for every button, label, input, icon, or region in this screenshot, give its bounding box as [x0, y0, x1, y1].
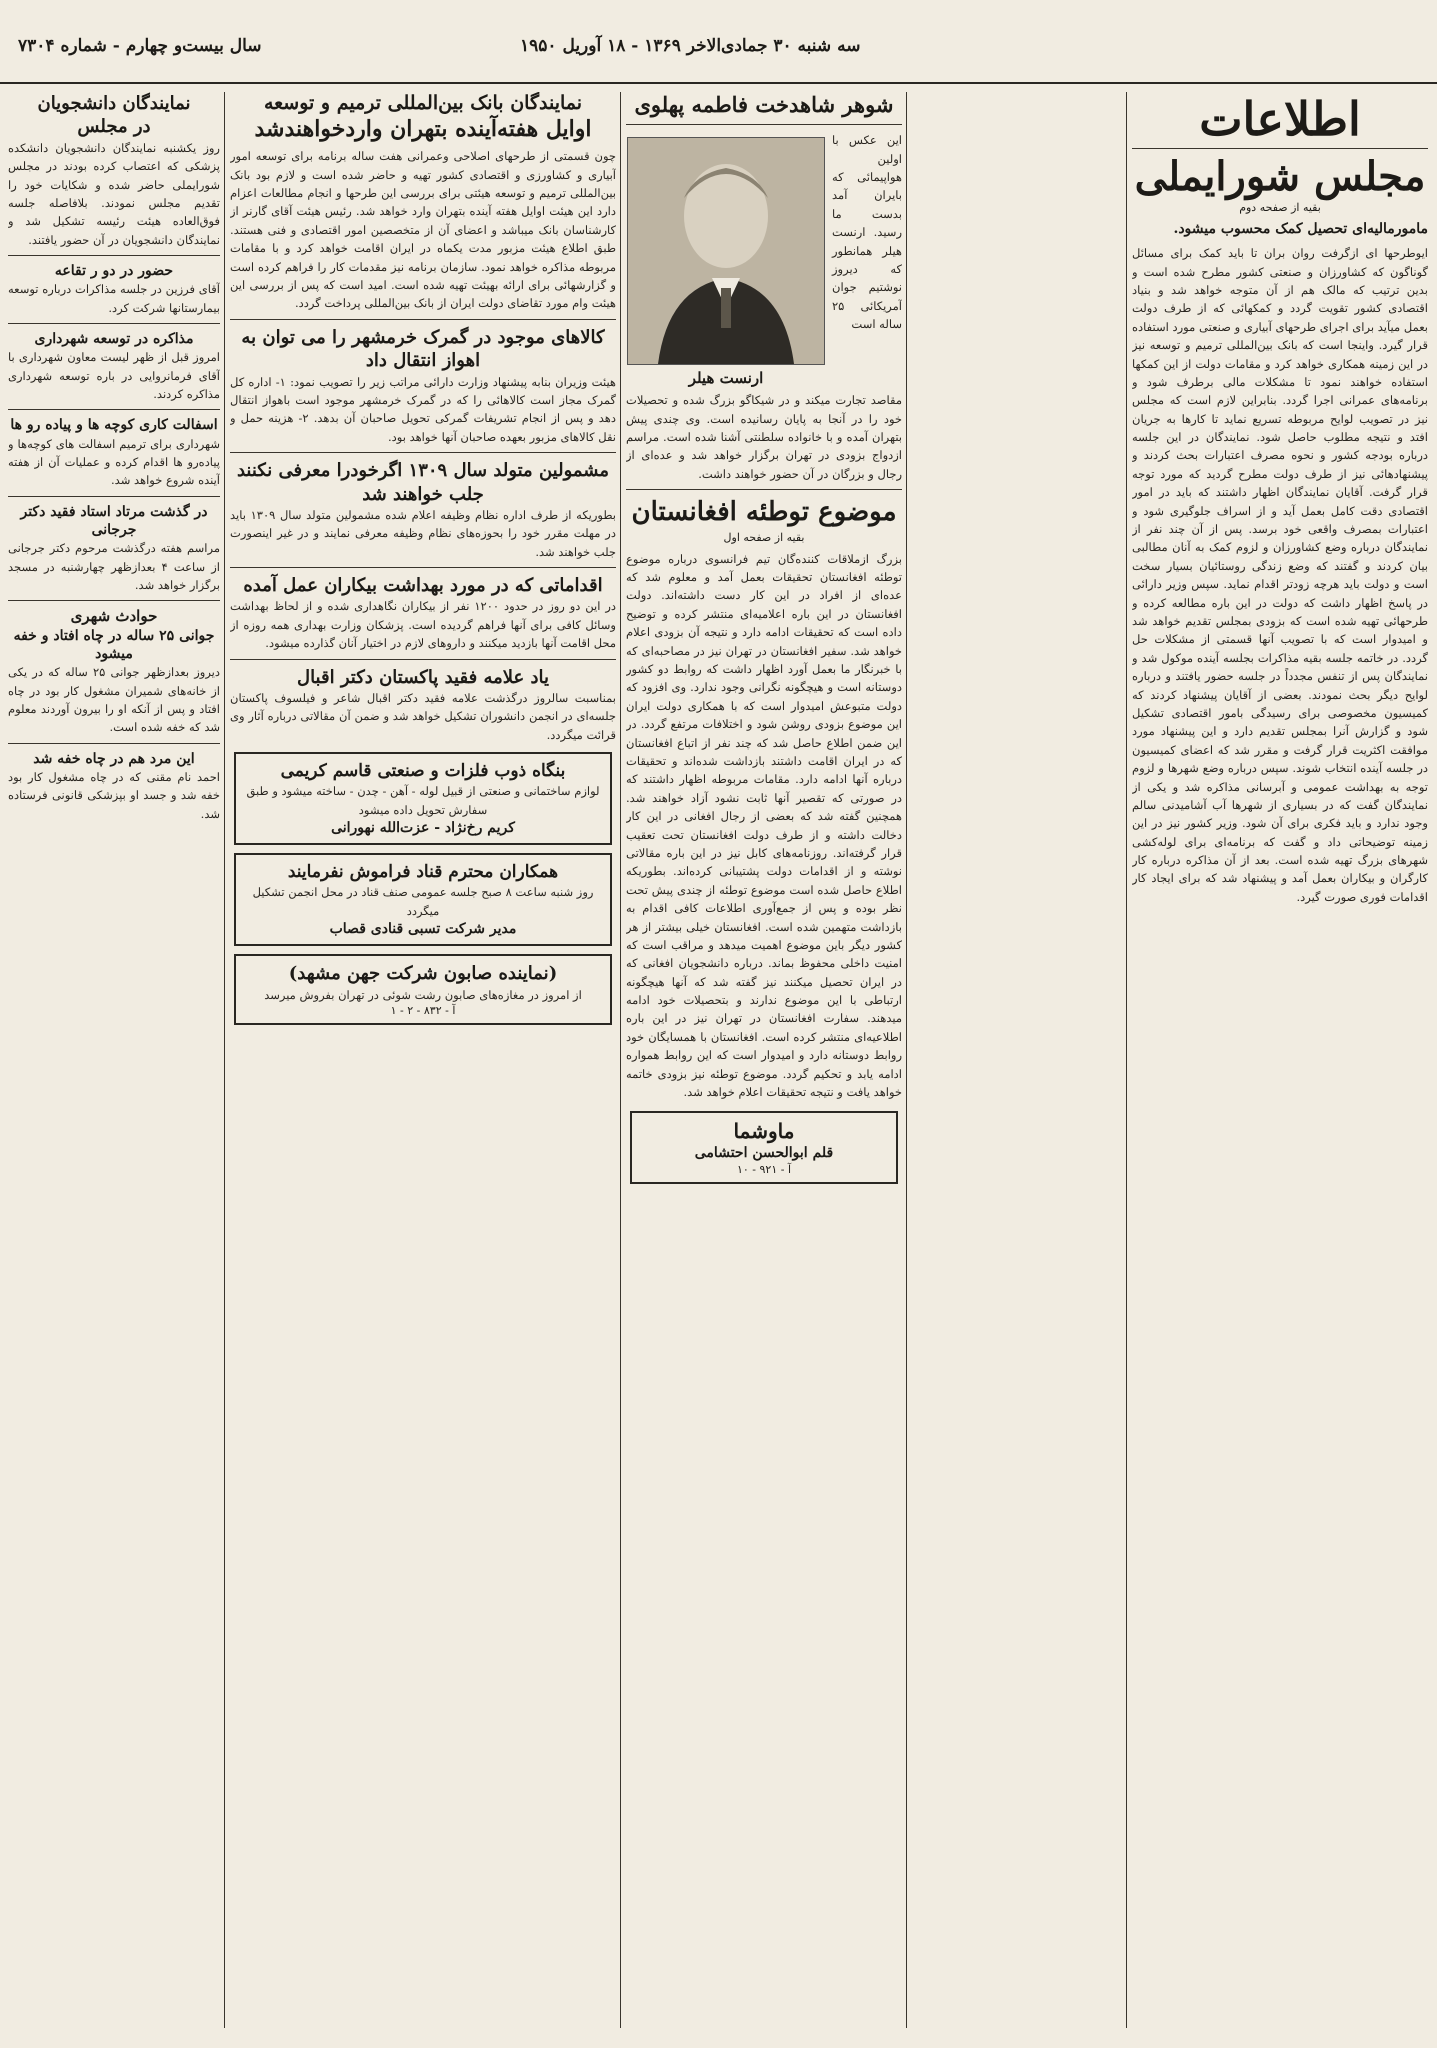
jorjani-body: مراسم هفته درگذشت مرحوم دکتر جرجانی از ساعت ۴ بعدازظهر چهارشنبه در مسجد برگزار خواهد شد.: [8, 541, 220, 592]
portrait-caption: ارنست هیلر: [688, 369, 764, 388]
ma-va-shoma-code: آ - ۹۲۱ - ۱۰: [736, 1162, 792, 1176]
goods-body: هیئت وزیران بنابه پیشنهاد وزارت دارائی مراتب زیر را تصویب نمود: ۱- اداره کل گمرک مجاز است کالاهائی را که در گمرک خرمشهر موجود است باهواز انتقال دهد و پس از انجام تشریفات گمرکی تحویل صاحبان آن بدهد. ۲- هزینه حمل و نقل کالاهای مزبور بعهده صاحبان آنها خواهد بود.: [230, 374, 616, 444]
afghan-plot-subtitle: بقیه از صفحه اول: [723, 530, 805, 544]
section-jorjani: در گذشت مرتاد استاد فقید دکتر جرجانی: [20, 503, 208, 538]
bank-headline-2: اوایل هفته‌آینده بتهران واردخواهندشد: [254, 115, 592, 142]
iqbal-headline: یاد علامه فقید پاکستان دکتر اقبال: [296, 666, 549, 688]
goods-headline: کالاهای موجود در گمرک خرمشهر را می توان به اهواز انتقال داد: [241, 326, 605, 372]
left-column: [8, 92, 220, 2028]
majlis-lead: مامورمالیه‌ای تحصیل کمک محسوب میشود.: [1173, 221, 1428, 237]
afghan-plot-headline: موضوع توطئه افغانستان: [631, 497, 897, 528]
bank-body: چون قسمتی از طرحهای اصلاحی وعمرانی هفت ساله برنامه برای توسعه امور آبیاری و کشاورزی و اقتصادی کشور تهیه و حاضر شده است و لازم بود بانک بین‌المللی ترمیم و توسعه هیئتی برای بررسی این طرحها و انجام مطالعات اعزام دارد این هیئت اوایل هفته آینده بتهران وارد خواهد شد. رئیس هیئت آقای گارنر از کارشناسان بانک میباشد و اعضای آن از متخصصین امور اقتصادی و فنی هستند. طبق اطلاع هیئت مزبور مدت یکماه در ایران اقامت خواهد کرد و با مقامات مربوطه مذاکره خواهد نمود. سازمان برنامه نیز مقدمات کار را فراهم کرده است و گزارشهائی برای ارائه بهیئت تهیه شده است. امید است که پس از بررسی این هیئت وام مورد تقاضای دولت ایران از بانک بین‌المللی پرداخت گردد.: [230, 149, 616, 311]
section-well-accident: جوانی ۲۵ ساله در چاه افتاد و خفه میشود: [13, 627, 215, 663]
conscripts-body: بطوریکه از طرف اداره نظام وظیفه اعلام شده مشمولین متولد سال ۱۳۰۹ باید در مهلت مقرر خود را بحوزه‌های نظام وظیفه معرفی نمایند و در غیر اینصورت جلب خواهند شد.: [230, 507, 616, 559]
issue-date: سه شنبه ۳۰ جمادی‌الاخر ۱۳۶۹ - ۱۸ آوریل ۱۹۵۰: [520, 36, 861, 56]
majlis-headline: مجلس شورایملی: [1134, 153, 1426, 200]
students-body: روز یکشنبه نمایندگان دانشجویان دانشکده پزشکی که اعتصاب کرده بودند در مجلس شورایملی حاضر شده و شکایات خود را تقدیم مجلس نمودند. بلافاصله جلسه فوق‌العاده هیئت رئیسه تشکیل شد و نمایندگان دانشجویان در آن حضور یافتند.: [8, 140, 220, 247]
soap-ad-title: (نماینده صابون شرکت جهن مشهد): [288, 963, 558, 985]
students-headline-2: در مجلس: [77, 116, 151, 138]
newspaper-logo: اطلاعات: [1199, 92, 1361, 146]
husband-body-2: مقاصد تجارت میکند و در شیکاگو بزرگ شده و تحصیلات خود را در آنجا به پایان رسانیده است. وی چندی پیش بتهران آمده و با خانواده سلطنتی آشنا شده است. مراسم ازدواج بزودی در تهران برگزار خواهد شد و عده‌ای از رجال و بزرگان در آن حضور خواهند داشت.: [626, 393, 902, 481]
soap-ad-code: آ - ۸۳۲ - ۲ - ۱: [390, 1004, 456, 1018]
quorum-body: آقای فرزین در جلسه مذاکرات درباره توسعه بیمارستانها شرکت کرد.: [8, 282, 220, 315]
students-headline-1: نمایندگان دانشجویان: [37, 93, 191, 114]
health-body: در این دو روز در حدود ۱۲۰۰ نفر از بیکاران نگاهداری شده و از لحاظ بهداشت وسائل کافی برای آنها فراهم گردیده است. پزشکان وزارت بهداری همه روزه از محل اقامت آنها بازدید میکنند و داروهای لازم در اختیار آنان گذارده میشود.: [230, 599, 616, 651]
soap-ad-body: از امروز در مغازه‌های صابون رشت شوئی در تهران بفروش میرسد: [264, 987, 582, 1002]
ma-va-shoma-ad: [630, 1111, 898, 1183]
center-right-column: [626, 92, 902, 2028]
husband-body-1: این عکس با اولین هواپیمائی که بایران آمد بدست ما رسید. ارنست هیلر همانطور که دیروز نوشتیم جوان آمریکائی ۲۵ ساله است: [832, 133, 902, 332]
right-column: [1132, 92, 1428, 2028]
man-well-body: احمد نام مقنی که در چاه مشغول کار بود خفه شد و جسد او بپزشکی قانونی فرستاده شد.: [8, 769, 220, 821]
center-left-column: [230, 92, 616, 2028]
section-municipality: مذاکره در توسعه شهرداری: [34, 331, 194, 348]
conscripts-headline: مشمولین متولد سال ۱۳۰۹ اگرخودرا معرفی نکنند جلب خواهند شد: [236, 460, 609, 505]
section-asphalt: اسفالت کاری کوچه ها و پیاده رو ها: [10, 417, 218, 434]
confectioners-ad-sign: مدیر شرکت تسبی قنادی قصاب: [329, 921, 517, 938]
bank-headline-1: نمایندگان بانک بین‌المللی ترمیم و توسعه: [263, 92, 583, 114]
karimi-ad: [234, 752, 612, 845]
majlis-subtitle: بقیه از صفحه دوم: [1239, 201, 1321, 214]
section-quorum: حضور در دو ر تقاعه: [54, 263, 174, 280]
afghan-plot-body: بزرگ ازملاقات کننده‌گان تیم فرانسوی درباره موضوع توطئه افغانستان تحقیقات بعمل آمد و معلوم شد که عده‌ای از افراد در این کار دست داشته‌اند. دولت افغانستان در این باره اعلامیه‌ای منتشر کرده و توضیح داده است که تحقیقات ادامه دارد و نتیجه آن بزودی اعلام خواهد شد. سفیر افغانستان در تهران نیز در مصاحبه‌ای که با خبرنگار ما بعمل آورد اظهار داشت که روابط دو کشور دوستانه است و هیچگونه نگرانی وجود ندارد. وی افزود که دولت متبوعش امیدوار است که با همکاری دولت ایران این موضوع بزودی روشن شود و اختلافات مرتفع گردد. در این ضمن اطلاع حاصل شد که چند نفر از اتباع افغانستان که در ایران اقامت داشتند بازداشت شده‌اند و تحقیقات درباره آنها ادامه دارد. مقامات مربوطه اظهار داشتند که در صورتی که تقصیر آنها ثابت نشود آزاد خواهند شد. همچنین گفته شد که بعضی از رجال افغانی در این کار دخالت داشته و از طرف دولت افغانستان تحت تعقیب قرار گرفته‌اند. روزنامه‌های کابل نیز در این باره مقالاتی نوشته و از اقدامات دولت پشتیبانی کرده‌اند. بطوریکه اطلاع حاصل شده است موضوع توطئه از چندی پیش تحت نظر بوده و پس از جمع‌آوری اطلاعات کافی اقدام به بازداشت متهمین شده است. افغانستان خیلی بیشتر از هر کشور دیگر باین موضوع اهمیت میدهد و مراقب است که امنیت داخلی محفوظ بماند. درباره دانشجویان افغانی که در ایران تحصیل میکنند نیز گفته شد که آنها هیچگونه ارتباطی با این موضوع ندارند و بتحصیلات خود ادامه میدهند. سفارت افغانستان در تهران نیز در این باره اطلاعیه‌ای منتشر کرده است. افغانستان با همسایگان خود روابط دوستانه دارد و امیدوار است که این روابط همواره ادامه یابد و تحکیم گردد. موضوع توطئه نیز بزودی خاتمه خواهد یافت و نتیجه تحقیقات اعلام خواهد شد.: [626, 551, 902, 1100]
karimi-ad-title: بنگاه ذوب فلزات و صنعتی قاسم کریمی: [280, 761, 566, 782]
iqbal-body: بمناسبت سالروز درگذشت علامه فقید دکتر اقبال شاعر و فیلسوف پاکستان جلسه‌ای در انجمن دانشوران تشکیل خواهد شد و ضمن آن مقالاتی درباره آثار وی قرائت میگردد.: [230, 691, 616, 742]
husband-headline: شوهر شاهدخت فاطمه پهلوی: [634, 92, 894, 117]
portrait-image: [628, 138, 824, 364]
ma-va-shoma-title: ماوشما: [733, 1119, 795, 1144]
husband-intro: این عکس با اولین هواپیمائی که بایران آمد بدست ما رسید.: [832, 133, 902, 240]
municipality-body: امروز قبل از ظهر لیست معاون شهرداری با آقای فرمانروایی در باره توسعه شهرداری مذاکره کردند.: [8, 350, 220, 402]
portrait-photo: [627, 137, 825, 365]
issue-number: سال بیست‌و چهارم - شماره ۷۳۰۴: [18, 36, 262, 56]
masthead: [0, 28, 1437, 84]
asphalt-body: شهرداری برای ترمیم اسفالت های کوچه‌ها و پیاده‌رو ها اقدام کرده و عملیات آن از هفته آینده شروع خواهد شد.: [8, 436, 220, 488]
confectioners-ad-body: روز شنبه ساعت ۸ صبح جلسه عمومی صنف قناد در محل انجمن تشکیل میگردد: [252, 885, 594, 918]
karimi-ad-sign: کریم رخ‌نژاد - عزت‌الله نهورانی: [331, 820, 515, 837]
well-accident-body: دیروز بعدازظهر جوانی ۲۵ ساله که در یکی از خانه‌های شمیران مشغول کار بود در چاه افتاد و پس از آنکه او را بیرون آوردند معلوم شد که خفه شده است.: [8, 665, 220, 735]
health-headline: اقداماتی که در مورد بهداشت بیکاران عمل آمده: [243, 575, 603, 597]
confectioners-ad-title: همکاران محترم قناد فراموش نفرمایند: [287, 862, 559, 883]
soap-ad: [234, 954, 612, 1025]
confectioners-ad: [234, 853, 612, 946]
ma-va-shoma-author: قلم ابوالحسن احتشامی: [694, 1145, 834, 1162]
section-man-well: این مرد هم در چاه خفه شد: [33, 750, 195, 767]
majlis-body: ایوطرحها ای ازگرفت روان بران تا باید کمک برای مسائل گوناگون که کشاورزان و صنعتی کشور مطرح شده است و بدین ترتیب که مالک هم از آن متوجه خواهد شد و بنیاد اقتصادی کشور تقویت گردد و کمکهائی که از طرف دولت بعمل میآید برای اجرای طرحهای آبیاری و صنعتی مورد استفاده قرار گیرد. واینجا است که بانک بین‌المللی ترمیم و توسعه نیز در این زمینه همکاری خواهد کرد و مقامات دولت از این کمکها استفاده خواهند نمود تا مشکلات مالی برطرف شود و برنامه‌های عمرانی اجرا گردد. بنابراین لازم است که مجلس نیز در تصویب لوایح مربوطه تسریع نماید تا کارها به جریان افتد و نتیجه مطلوب حاصل شود. نمایندگان در این جلسه درباره بودجه کشور و نحوه مصرف اعتبارات بحث کردند و پیشنهادهائی نیز از طرف دولت مطرح گردید که مورد توجه قرار گرفت. آقایان نمایندگان اظهار داشتند که باید در امور اقتصادی دقت کامل بعمل آید و از اسراف جلوگیری شود و اعتبارات بمصرف واقعی خود برسد. پس از آن چند نفر از نمایندگان درباره وضع کشاورزان و لزوم کمک به آنان مطالبی بیان کردند و گفتند که وضع زندگی روستائیان بسیار سخت است و دولت باید هرچه زودتر اقدام نماید. سپس وزیر دارائی در پاسخ اظهار داشت که دولت در این باره مطالعه کرده و طرحهائی تهیه شده است که بزودی بمجلس تقدیم خواهد شد و امیدوار است که با تصویب آنها قسمتی از مشکلات حل گردد. در خاتمه جلسه بقیه مذاکرات بجلسه آینده موکول شد و نمایندگان پس از تنفس مجدداً در جلسه حضور یافتند و درباره لوایح دیگر بحث نمودند. بعضی از آقایان پیشنهاد کردند که کمیسیون مخصوصی برای رسیدگی بامور اقتصادی تشکیل شود و گزارش آنرا بمجلس تقدیم دارد و این پیشنهاد مورد موافقت اکثریت قرار گرفت و مقرر شد که اعضای کمیسیون در جلسه آینده انتخاب شوند. سپس درباره وضع شهرها و لزوم توجه به بهداشت عمومی و آبرسانی مذاکره شد و یکی از نمایندگان گفت که در بسیاری از شهرها آب آشامیدنی سالم وجود ندارد و باید فکری برای آن شود. وزیر کشور نیز در این زمینه توضیحاتی داد و گفت که برنامه‌ای برای لوله‌کشی شهرهای بزرگ تهیه شده است. بعد از آن مذاکره درباره کار کارگران و بیکاران بعمل آمد و پیشنهاد شد که برای ایجاد کار اقدامات فوری صورت گیرد.: [1132, 246, 1428, 904]
section-city-events: حوادث شهری: [70, 607, 158, 626]
karimi-ad-body: لوازم ساختمانی و صنعتی از قبیل لوله - آهن - چدن - ساخته میشود و طبق سفارش تحویل داده میشود: [246, 784, 600, 817]
